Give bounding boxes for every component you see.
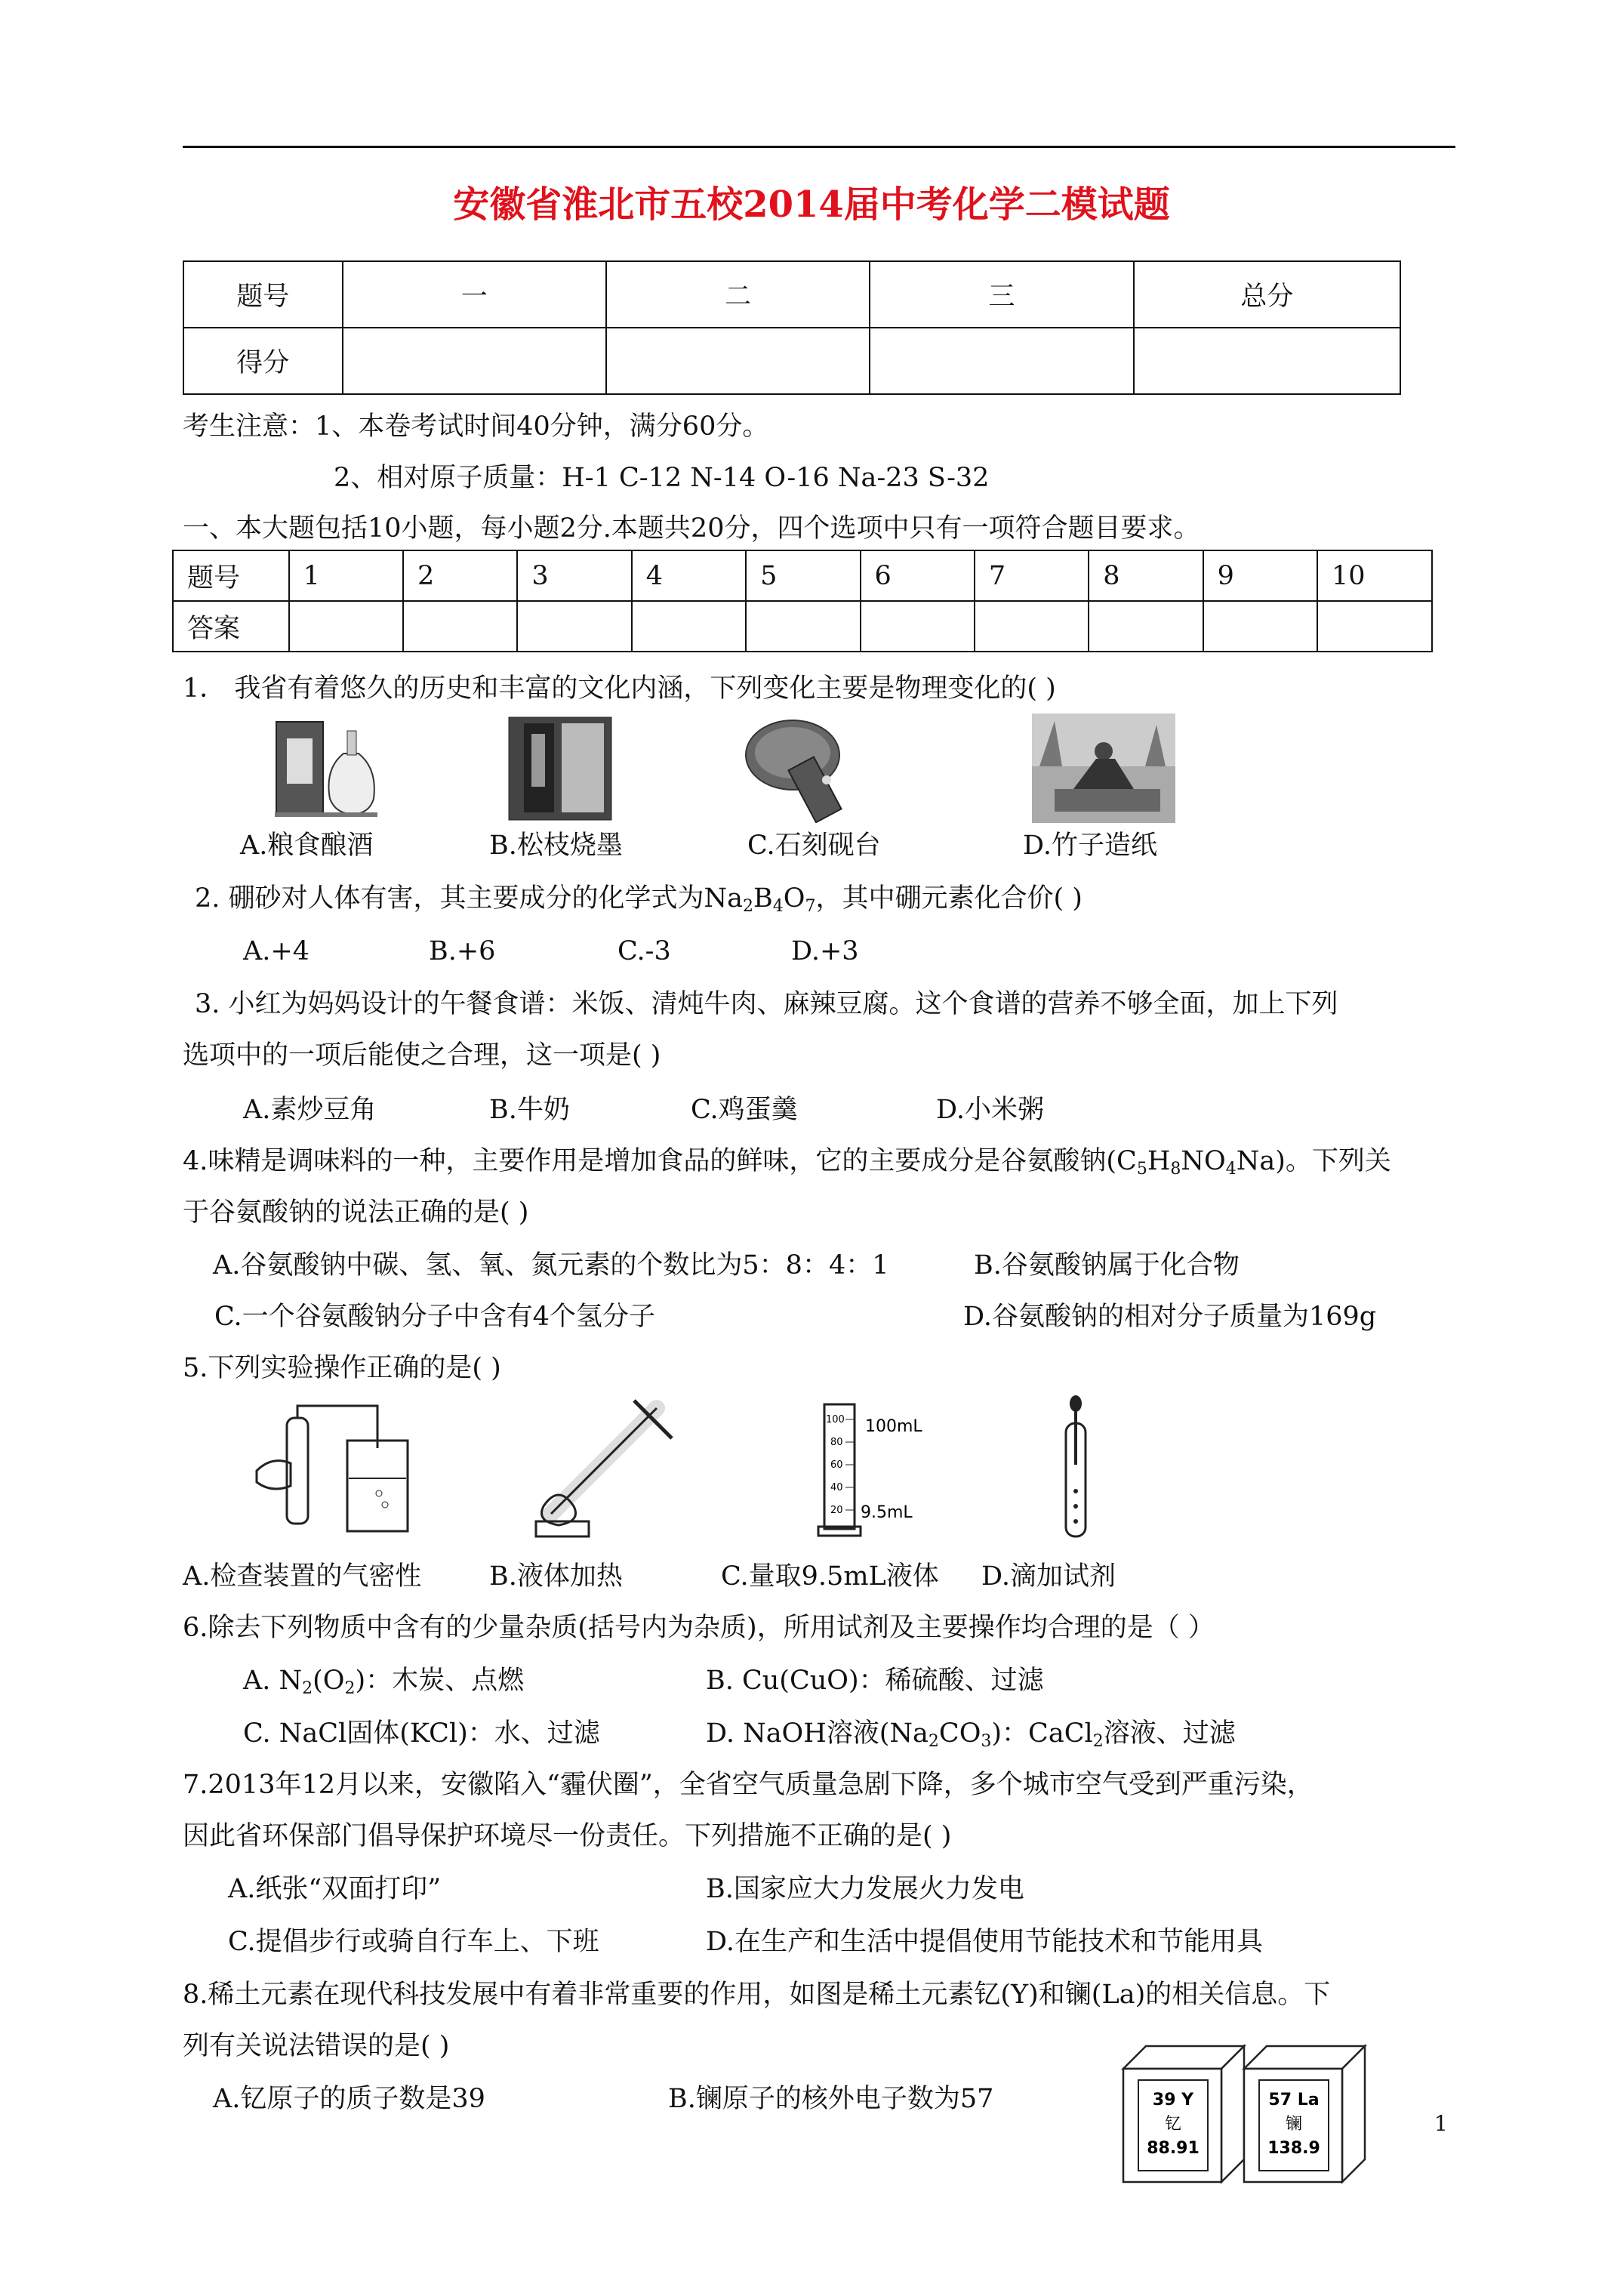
answer-blank-cell[interactable] <box>517 601 631 652</box>
q2-option-b: B.+6 <box>429 936 496 966</box>
answer-blank-cell[interactable] <box>403 601 517 652</box>
dropper-test-tube-image <box>1049 1393 1102 1544</box>
q5-option-c: C.量取9.5mL液体 <box>721 1561 939 1592</box>
cylinder-tick-80: 80 <box>830 1437 843 1448</box>
q2-option-a: A.+4 <box>243 936 310 966</box>
q7-option-a: A.纸张“双面打印” <box>228 1874 442 1904</box>
answer-number-cell: 5 <box>746 550 860 601</box>
answer-label: 答案 <box>173 601 289 652</box>
q1-option-d: D.竹子造纸 <box>1023 831 1157 861</box>
q4-line-1: 4.味精是调味料的一种，主要作用是增加食品的鲜味，它的主要成分是谷氨酸钠$(C_5H_8NO_4Na)$。下列关 <box>183 1146 1391 1179</box>
y-card-mass: 88.91 <box>1147 2139 1200 2158</box>
q5-option-d: D.滴加试剂 <box>981 1561 1116 1592</box>
la-card-name: 镧 <box>1285 2115 1303 2134</box>
q3-option-b: B.牛奶 <box>489 1095 570 1125</box>
y-card-number-symbol: 39 Y <box>1152 2091 1194 2110</box>
answer-table <box>172 550 1433 652</box>
q7-option-b: B.国家应大力发展火力发电 <box>706 1874 1024 1904</box>
cylinder-bottom-label: 9.5mL <box>861 1503 913 1522</box>
answer-number-cell: 6 <box>861 550 975 601</box>
q5-option-b: B.液体加热 <box>489 1561 623 1592</box>
papermaking-image <box>1032 713 1175 823</box>
graduated-cylinder-image <box>815 1397 929 1540</box>
q8-option-b: B.镧原子的核外电子数为57 <box>668 2084 994 2114</box>
q6-option-d: D. NaOH溶液$(Na_2CO_3)$：CaCl$_2$溶液、过滤 <box>706 1718 1236 1751</box>
notes-line-2: 2、相对原子质量：H-1 C-12 N-14 O-16 Na-23 S-32 <box>334 463 990 493</box>
score-label-cell: 得分 <box>183 328 343 394</box>
answer-number-cell: 1 <box>289 550 403 601</box>
answer-number-cell: 4 <box>632 550 746 601</box>
q8-line-1: 8.稀土元素在现代科技发展中有着非常重要的作用，如图是稀土元素钇(Y)和镧(La)的相关信息。下 <box>183 1980 1331 2010</box>
answer-blank-cell[interactable] <box>289 601 403 652</box>
score-header-cell: 三 <box>870 261 1133 328</box>
q8-option-a: A.钇原子的质子数是39 <box>213 2084 485 2114</box>
q1-stem: 1． 我省有着悠久的历史和丰富的文化内涵，下列变化主要是物理变化的( ) <box>183 673 1056 704</box>
notes-line-1: 考生注意：1、本卷考试时间40分钟，满分60分。 <box>183 411 769 442</box>
q4-option-a: A.谷氨酸钠中碳、氢、氧、氮元素的个数比为5：8：4：1 <box>213 1250 889 1281</box>
answer-number-cell: 7 <box>975 550 1089 601</box>
cylinder-tick-100: 100 <box>826 1414 845 1425</box>
score-table <box>183 260 1401 395</box>
cylinder-tick-60: 60 <box>830 1459 843 1471</box>
page-number: 1 <box>1434 2111 1448 2136</box>
answer-head-label: 题号 <box>173 550 289 601</box>
answer-number-cell: 9 <box>1203 550 1317 601</box>
answer-number-cell: 3 <box>517 550 631 601</box>
q3-option-d: D.小米粥 <box>936 1095 1044 1125</box>
score-header-cell: 总分 <box>1134 261 1400 328</box>
cylinder-top-label: 100mL <box>865 1417 922 1436</box>
answer-blank-cell[interactable] <box>1317 601 1432 652</box>
q5-option-a: A.检查装置的气密性 <box>183 1561 422 1592</box>
score-header-cell: 一 <box>343 261 606 328</box>
q3-option-a: A.素炒豆角 <box>243 1095 377 1125</box>
page-title: 安徽省淮北市五校2014届中考化学二模试题 <box>453 183 1170 226</box>
q3-option-c: C.鸡蛋羹 <box>691 1095 798 1125</box>
element-cards-figure <box>1116 2039 1372 2184</box>
header-rule <box>183 146 1455 148</box>
airtightness-apparatus-image <box>242 1395 415 1539</box>
ink-stick-image <box>507 716 613 821</box>
q1-option-c: C.石刻砚台 <box>747 831 881 861</box>
y-card-name: 钇 <box>1164 2115 1182 2134</box>
answer-number-cell: 10 <box>1317 550 1432 601</box>
score-blank-cell[interactable] <box>343 328 606 394</box>
answer-blank-cell[interactable] <box>632 601 746 652</box>
score-header-cell: 二 <box>606 261 870 328</box>
q6-option-a: A. $N_2(O_2)$：木炭、点燃 <box>243 1666 525 1698</box>
q2-option-c: C.-3 <box>617 936 671 966</box>
q8-line-2: 列有关说法错误的是( ) <box>183 2031 450 2061</box>
cylinder-tick-40: 40 <box>830 1482 843 1493</box>
q6-stem: 6.除去下列物质中含有的少量杂质(括号内为杂质)，所用试剂及主要操作均合理的是（ ） <box>183 1613 1215 1643</box>
score-blank-cell[interactable] <box>606 328 870 394</box>
score-blank-cell[interactable] <box>1134 328 1400 394</box>
answer-number-cell: 8 <box>1089 550 1203 601</box>
q5-stem: 5.下列实验操作正确的是( ) <box>183 1353 501 1383</box>
q2-option-d: D.+3 <box>791 936 859 966</box>
cylinder-tick-20: 20 <box>830 1505 843 1516</box>
section-1-heading: 一、本大题包括10小题，每小题2分.本题共20分，四个选项中只有一项符合题目要求。 <box>183 513 1200 544</box>
score-blank-cell[interactable] <box>870 328 1133 394</box>
liquor-bottle-image <box>272 716 377 821</box>
la-card-number-symbol: 57 La <box>1268 2091 1320 2110</box>
q4-option-c: C.一个谷氨酸钠分子中含有4个氢分子 <box>214 1302 655 1332</box>
q6-option-c: C. NaCl固体(KCl)：水、过滤 <box>243 1718 600 1749</box>
q4-line-2: 于谷氨酸钠的说法正确的是( ) <box>183 1197 529 1228</box>
q1-option-b: B.松枝烧墨 <box>489 831 623 861</box>
score-header-cell: 题号 <box>183 261 343 328</box>
q2-stem: 2. 硼砂对人体有害，其主要成分的化学式为$Na_2B_4O_7$，其中硼元素化合价( ) <box>195 883 1083 916</box>
la-card-mass: 138.9 <box>1267 2139 1320 2158</box>
answer-blank-cell[interactable] <box>861 601 975 652</box>
q1-option-a: A.粮食酿酒 <box>240 831 374 861</box>
liquid-heating-image <box>521 1393 694 1540</box>
answer-blank-cell[interactable] <box>1203 601 1317 652</box>
answer-number-cell: 2 <box>403 550 517 601</box>
q7-line-1: 7.2013年12月以来，安徽陷入“霾伏圈”，全省空气质量急剧下降，多个城市空气受到严重污染， <box>183 1770 1313 1800</box>
q3-line-2: 选项中的一项后能使之合理，这一项是( ) <box>183 1040 661 1071</box>
answer-blank-cell[interactable] <box>975 601 1089 652</box>
q6-option-b: B. Cu(CuO)：稀硫酸、过滤 <box>706 1666 1044 1696</box>
inkstone-image <box>744 713 857 823</box>
q7-option-d: D.在生产和生活中提倡使用节能技术和节能用具 <box>706 1927 1263 1957</box>
q4-option-d: D.谷氨酸钠的相对分子质量为169g <box>963 1302 1377 1332</box>
q4-option-b: B.谷氨酸钠属于化合物 <box>974 1250 1240 1281</box>
q3-line-1: 3. 小红为妈妈设计的午餐食谱：米饭、清炖牛肉、麻辣豆腐。这个食谱的营养不够全面，加上下列 <box>195 989 1338 1019</box>
q7-option-c: C.提倡步行或骑自行车上、下班 <box>228 1927 599 1957</box>
answer-blank-cell[interactable] <box>746 601 860 652</box>
q7-line-2: 因此省环保部门倡导保护环境尽一份责任。下列措施不正确的是( ) <box>183 1821 952 1851</box>
answer-blank-cell[interactable] <box>1089 601 1203 652</box>
